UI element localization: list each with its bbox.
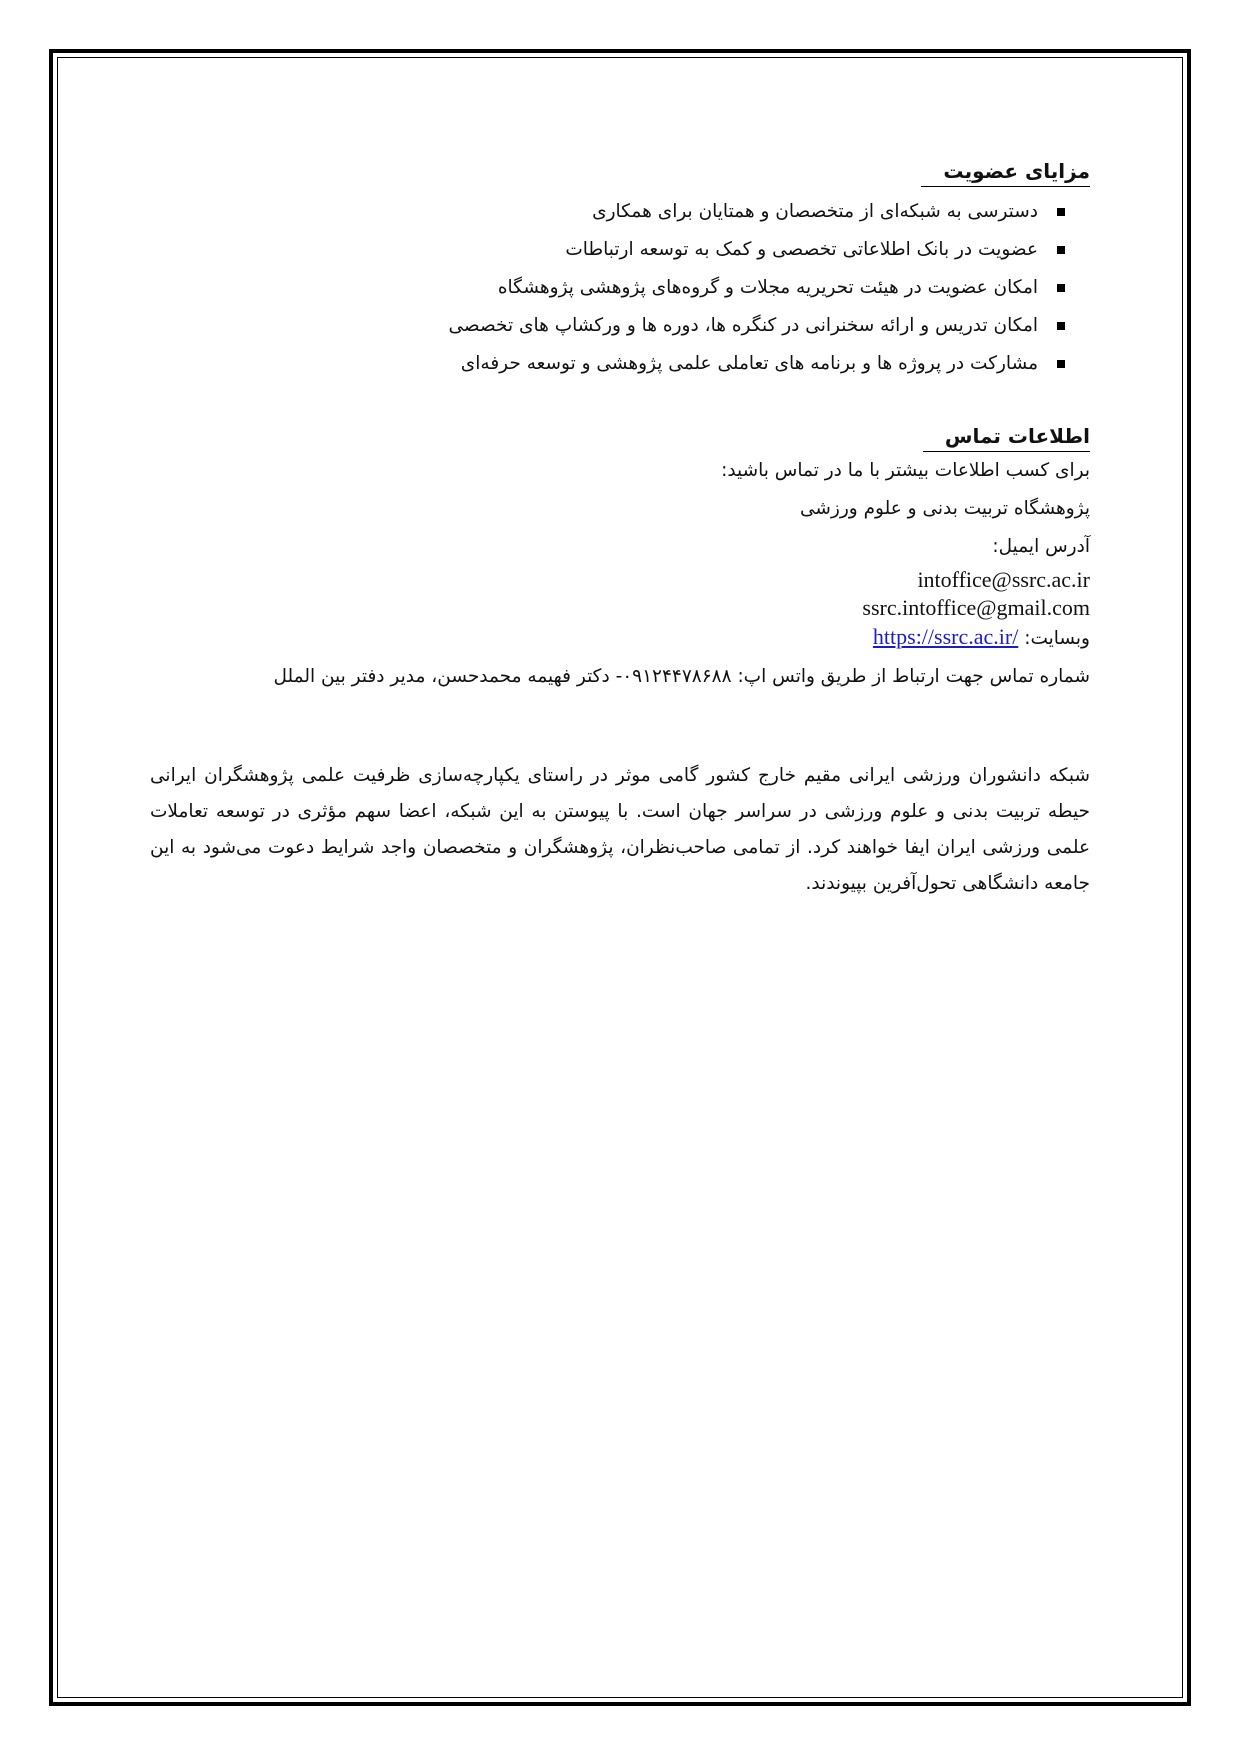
website-row [150, 622, 1090, 654]
benefit-item [150, 193, 1090, 231]
square-bullet-icon [1057, 322, 1065, 330]
email-address-secondary[interactable]: ssrc.intoffice@gmail.com [862, 595, 1090, 620]
network-description: شبکه دانشوران ورزشی ایرانی مقیم خارج کشور گامی موثر در راستای یکپارچه‌سازی ظرفیت علمی پژوهشگران ایرانی حیطه تربیت بدنی و علوم ورزشی در سراسر جهان است. با پیوستن به این شبکه، اعضا سهم مؤثری در توسعه تعاملات علمی ورزشی ایران ایفا خواهند کرد. از تمامی صاحب‌نظران، پژوهشگران و متخصصان واجد شرایط دعوت می‌شود به این جامعه دانشگاهی تحول‌آفرین بپیوندند. [150, 765, 1090, 894]
benefit-text: مشارکت در پروژه ها و برنامه های تعاملی علمی پژوهشی و توسعه حرفه‌ای [460, 353, 1038, 374]
benefit-item [150, 307, 1090, 345]
website-link[interactable]: https://ssrc.ac.ir/ [872, 624, 1019, 649]
square-bullet-icon [1057, 246, 1065, 254]
benefits-heading: مزایای عضویت [921, 156, 1090, 187]
benefit-item [150, 231, 1090, 269]
website-label: وبسایت: [1024, 628, 1090, 649]
institute-name: پژوهشگاه تربیت بدنی و علوم ورزشی [799, 498, 1090, 519]
benefit-text: امکان تدریس و ارائه سخنرانی در کنگره ها، دوره ها و ورکشاپ های تخصصی [448, 315, 1038, 336]
square-bullet-icon [1057, 284, 1065, 292]
square-bullet-icon [1057, 208, 1065, 216]
benefit-text: امکان عضویت در هیئت تحریریه مجلات و گروه‌های پژوهشی پژوهشگاه [497, 277, 1038, 298]
contact-heading: اطلاعات تماس [923, 421, 1090, 452]
email-address-primary[interactable]: intoffice@ssrc.ac.ir [917, 567, 1090, 592]
email-label: آدرس ایمیل: [992, 536, 1090, 557]
benefit-text: عضویت در بانک اطلاعاتی تخصصی و کمک به توسعه ارتباطات [565, 239, 1038, 260]
contact-section [150, 421, 1090, 696]
benefit-text: دسترسی به شبکه‌ای از متخصصان و همتایان برای همکاری [592, 201, 1038, 222]
benefit-item [150, 269, 1090, 307]
benefits-section [150, 156, 1090, 383]
benefits-list [150, 193, 1090, 383]
contact-intro: برای کسب اطلاعات بیشتر با ما در تماس باشید: [721, 460, 1090, 481]
benefit-item [150, 345, 1090, 383]
document-body [150, 150, 1090, 902]
square-bullet-icon [1057, 360, 1065, 368]
phone-contact-line: شماره تماس جهت ارتباط از طریق واتس اپ: ۰۹۱۲۴۴۷۸۶۸۸- دکتر فهیمه محمدحسن، مدیر دفتر بین الملل [273, 666, 1090, 687]
